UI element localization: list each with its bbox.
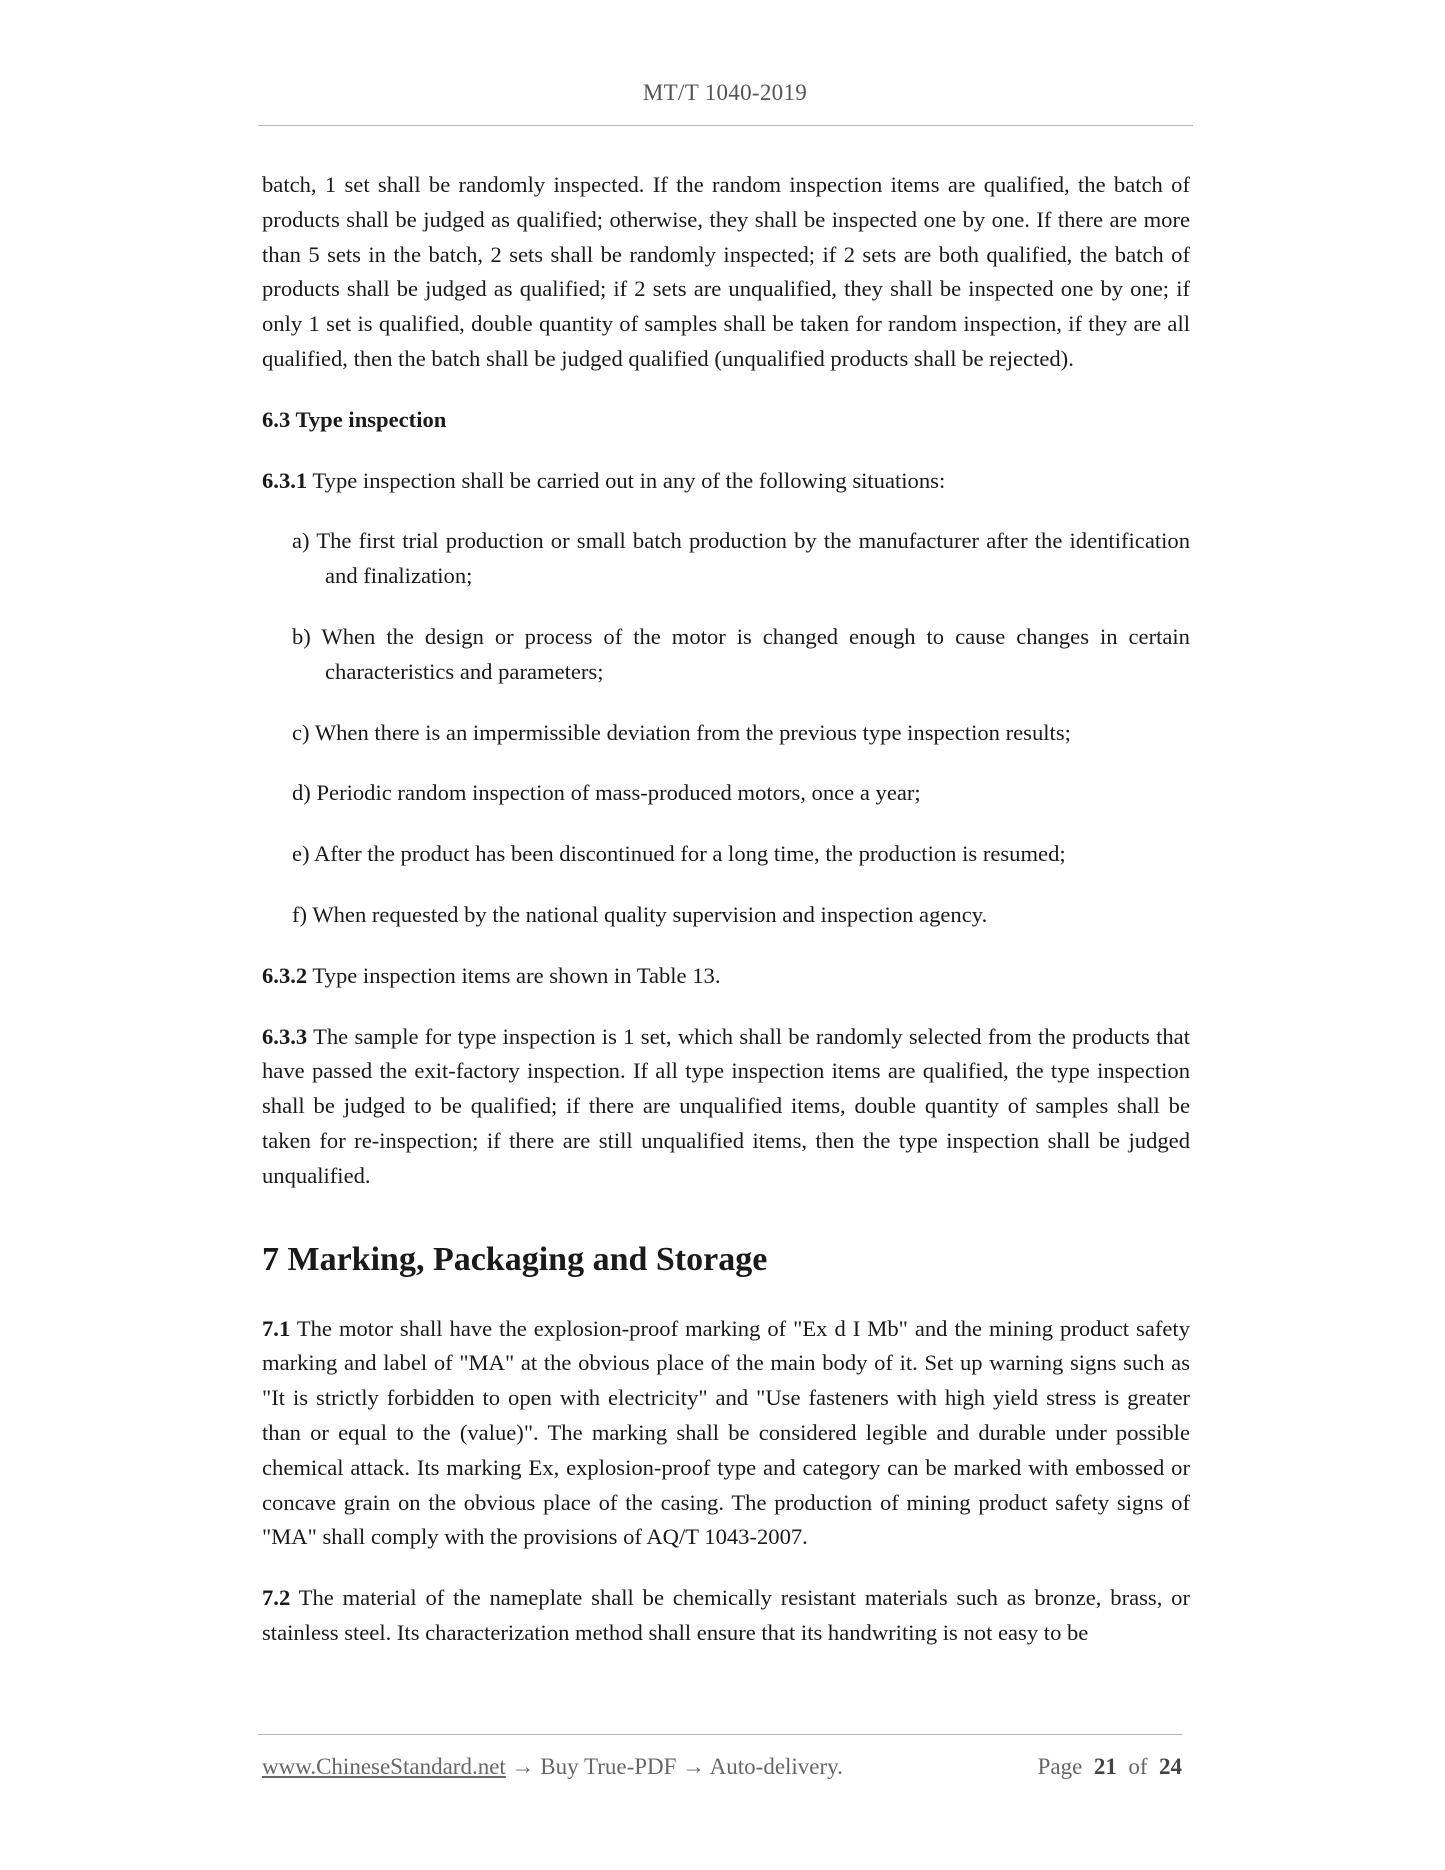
header-divider — [258, 125, 1193, 126]
clause-6-3-1 — [262, 464, 1190, 499]
list-item-f — [292, 898, 1190, 933]
clause-text: Type inspection items are shown in Table 13. — [307, 962, 721, 988]
page-content — [262, 168, 1190, 1677]
page-of-label: of — [1128, 1754, 1148, 1779]
section-heading-6-3: 6.3 Type inspection — [262, 406, 447, 432]
list-item-label: e) — [292, 841, 310, 867]
clause-number: 7.1 — [262, 1315, 291, 1341]
list-item-text: Periodic random inspection of mass-produced motors, once a year; — [316, 780, 921, 806]
footer-divider — [258, 1734, 1183, 1735]
list-item-text: When requested by the national quality supervision and inspection agency. — [312, 901, 988, 927]
page-number — [1038, 1754, 1182, 1780]
clause-number: 6.3.2 — [262, 962, 308, 988]
list-item-a — [292, 524, 1190, 594]
list-item-label: c) — [292, 719, 310, 745]
list-item-c — [292, 716, 1190, 751]
page-current: 21 — [1093, 1754, 1117, 1779]
continuation-paragraph: batch, 1 set shall be randomly inspected. If the random inspection items are qualified, the batch of products shall be judged as qualified; otherwise, they shall be inspected one by one. If there are more than 5 sets in the batch, 2 sets shall be randomly inspected; if 2 sets are both qualified, the batch of products shall be judged as qualified; if 2 sets are unqualified, they shall be inspected one by one; if only 1 set is qualified, double quantity of samples shall be taken for random inspection, if they are all qualified, then the batch shall be judged qualified (unqualified products shall be rejected). — [262, 172, 1190, 371]
chapter-heading-7: 7 Marking, Packaging and Storage — [262, 1240, 768, 1278]
list-item-text: After the product has been discontinued for a long time, the production is resumed; — [313, 841, 1066, 867]
list-item-b — [292, 620, 1190, 690]
clause-text: The material of the nameplate shall be chemically resistant materials such as bronze, brass, or stainless steel. Its characterization method shall ensure that its handwriting is not easy to be — [262, 1585, 1190, 1645]
list-item-label: d) — [292, 780, 311, 806]
clause-number: 6.3.1 — [262, 467, 308, 493]
list-item-text: When the design or process of the motor is changed enough to cause changes in certain characteristics and parameters; — [321, 623, 1190, 684]
clause-7-2 — [262, 1581, 1190, 1651]
clause-6-3-2 — [262, 959, 1190, 994]
footer-promo — [262, 1754, 843, 1780]
clause-7-1 — [262, 1312, 1190, 1556]
clause-6-3-3 — [262, 1020, 1190, 1194]
clause-number: 7.2 — [262, 1585, 291, 1611]
list-item-text: The first trial production or small batch production by the manufacturer after the identification and finalization; — [316, 528, 1190, 589]
list-item-e — [292, 837, 1190, 872]
page-total: 24 — [1159, 1754, 1182, 1779]
document-code-header: MT/T 1040-2019 — [642, 80, 808, 105]
list-item-label: b) — [292, 623, 311, 649]
clause-text: Type inspection shall be carried out in any of the following situations: — [307, 467, 946, 493]
page-label: Page — [1037, 1754, 1083, 1779]
list-item-label: a) — [292, 528, 310, 554]
list-item-d — [292, 776, 1190, 811]
clause-number: 6.3.3 — [262, 1023, 308, 1049]
site-link[interactable]: www.ChineseStandard.net — [262, 1754, 506, 1779]
clause-text: The sample for type inspection is 1 set, which shall be randomly selected from the products that have passed the exit-factory inspection. If all type inspection items are qualified, the type inspection shall be judged to be qualified; if there are unqualified items, double quantity of samples shall be taken for re-inspection; if there are still unqualified items, then the type inspection shall be judged unqualified. — [262, 1023, 1190, 1188]
list-item-label: f) — [292, 901, 308, 927]
clause-text: The motor shall have the explosion-proof marking of "Ex d I Mb" and the mining product safety marking and label of "MA" at the obvious place of the main body of it. Set up warning signs such as "It is strictly forbidden to open with electricity" and "Use fasteners with high yield stress is greater than or equal to the (value)". The marking shall be considered legible and durable under possible chemical attack. Its marking Ex, explosion-proof type and category can be marked with embossed or concave grain on the obvious place of the casing. The production of mining product safety signs of "MA" shall comply with the provisions of AQ/T 1043-2007. — [262, 1315, 1190, 1550]
list-item-text: When there is an impermissible deviation from the previous type inspection results; — [314, 719, 1071, 745]
footer-tagline: → Buy True-PDF → Auto-delivery. — [505, 1754, 843, 1779]
